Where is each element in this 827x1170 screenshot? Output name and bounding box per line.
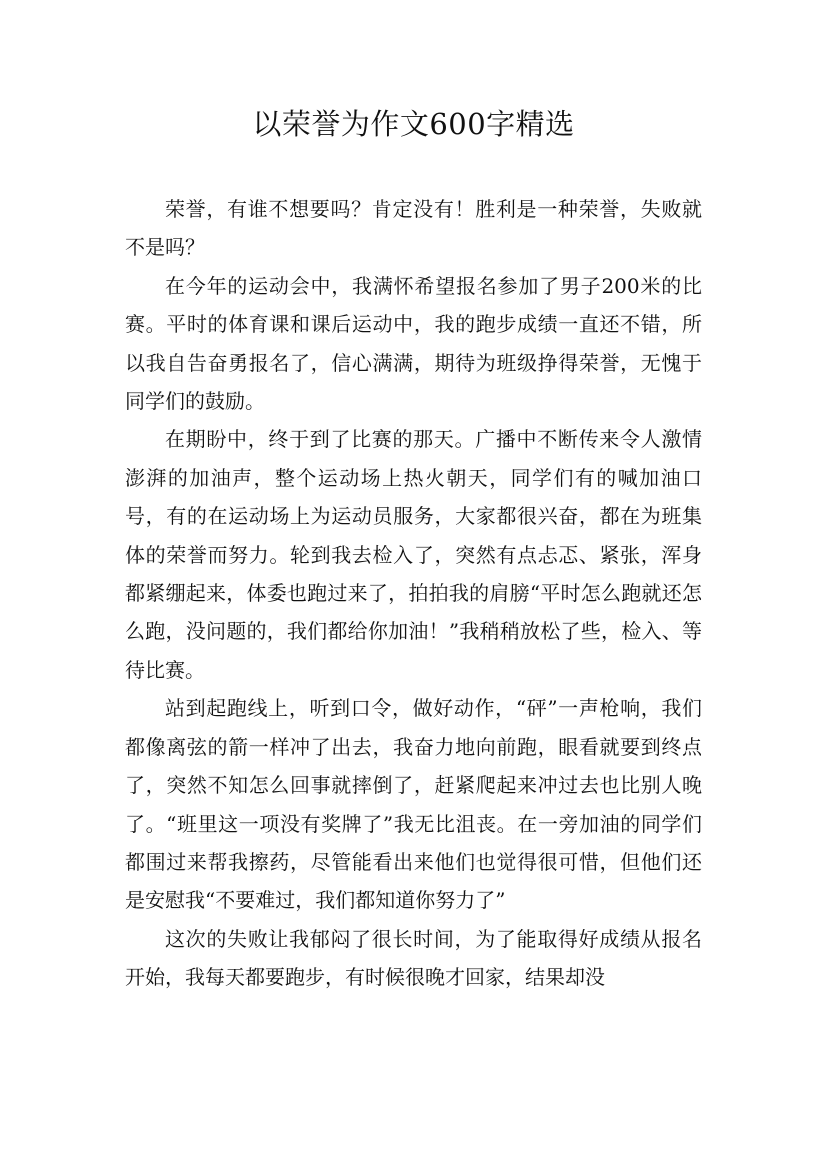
document-body: [125, 190, 702, 997]
document-title: 以荣誉为作文600字精选: [252, 107, 575, 141]
paragraph: 荣誉，有谁不想要吗？肯定没有！胜利是一种荣誉，失败就不是吗？: [125, 197, 702, 260]
paragraph: 在期盼中，终于到了比赛的那天。广播中不断传来令人激情澎湃的加油声，整个运动场上热火朝天，同学们有的喊加油口号，有的在运动场上为运动员服务，大家都很兴奋，都在为班集体的荣誉而努力。轮到我去检入了，突然有点忐忑、紧张，浑身都紧绷起来，体委也跑过来了，拍拍我的肩膀“平时怎么跑就还怎么跑，没问题的，我们都给你加油！”我稍稍放松了些，检入、等待比赛。: [125, 427, 702, 682]
paragraph: 这次的失败让我郁闷了很长时间，为了能取得好成绩从报名开始，我每天都要跑步，有时候很晚才回家，结果却没: [125, 926, 702, 990]
paragraph: 在今年的运动会中，我满怀希望报名参加了男子200米的比赛。平时的体育课和课后运动中，我的跑步成绩一直还不错，所以我自告奋勇报名了，信心满满，期待为班级挣得荣誉，无愧于同学们的鼓励。: [125, 273, 702, 414]
paragraph: 站到起跑线上，听到口令，做好动作，“砰”一声枪响，我们都像离弦的箭一样冲了出去，我奋力地向前跑，眼看就要到终点了，突然不知怎么回事就摔倒了，赶紧爬起来冲过去也比别人晚了。“班里这一项没有奖牌了”我无比沮丧。在一旁加油的同学们都围过来帮我擦药，尽管能看出来他们也觉得很可惜，但他们还是安慰我“不要难过，我们都知道你努力了”: [125, 696, 702, 913]
